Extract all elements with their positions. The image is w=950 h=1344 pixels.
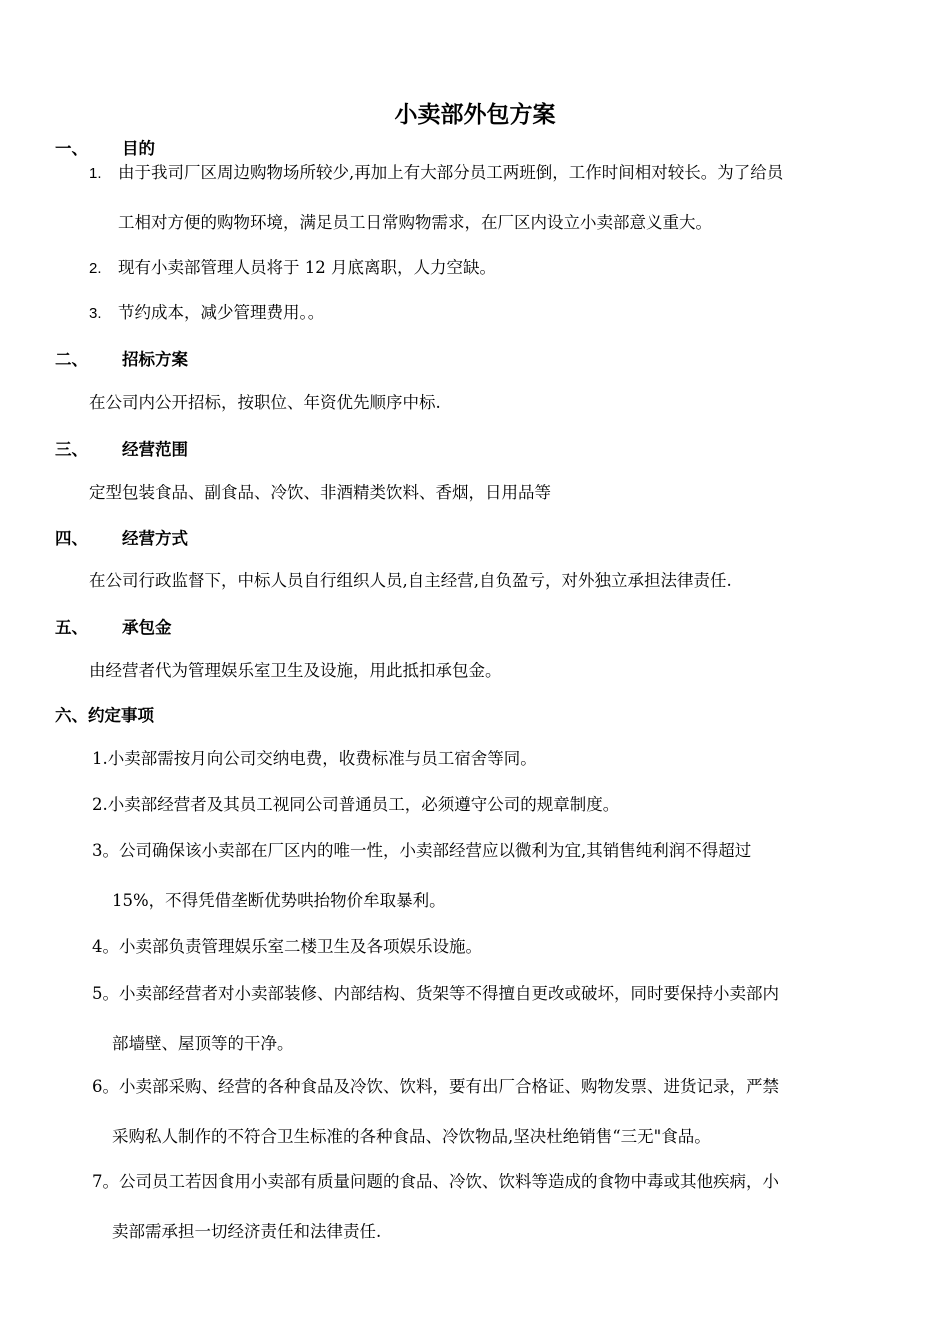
list-item xyxy=(89,302,324,325)
section-body: 定型包装食品、副食品、冷饮、非酒精类饮料、香烟，日用品等 xyxy=(89,483,551,502)
section-title: 承包金 xyxy=(122,618,172,637)
section-number: 四、 xyxy=(55,529,88,548)
section-number: 一、 xyxy=(55,139,88,158)
paragraph-line: 工相对方便的购物环境，满足员工日常购物需求，在厂区内设立小卖部意义重大。 xyxy=(118,213,712,232)
section-number: 五、 xyxy=(55,618,88,637)
list-number: 1. xyxy=(89,165,102,182)
section-number: 二、 xyxy=(55,350,88,369)
list-item: 2.小卖部经营者及其员工视同公司普通员工，必须遵守公司的规章制度。 xyxy=(92,795,620,814)
section-heading-5 xyxy=(55,617,172,639)
section-heading-4 xyxy=(55,528,188,550)
section-heading-3 xyxy=(55,439,188,461)
section-number: 三、 xyxy=(55,440,88,459)
list-number: 2. xyxy=(89,260,102,277)
paragraph-line: 卖部需承担一切经济责任和法律责任. xyxy=(112,1222,382,1241)
paragraph-line: 15%，不得凭借垄断优势哄抬物价牟取暴利。 xyxy=(112,891,446,910)
section-title: 招标方案 xyxy=(122,350,188,369)
paragraph-line: 节约成本，减少管理费用。。 xyxy=(118,303,325,322)
list-item xyxy=(89,257,496,280)
section-heading-2 xyxy=(55,349,188,371)
section-heading-1 xyxy=(55,138,155,160)
section-heading-6: 六、约定事项 xyxy=(55,706,154,725)
paragraph-line: 现有小卖部管理人员将于 12 月底离职，人力空缺。 xyxy=(118,258,496,277)
list-number: 3. xyxy=(89,305,102,322)
list-item: 3。公司确保该小卖部在厂区内的唯一性，小卖部经营应以微利为宜,其销售纯利润不得超过 xyxy=(92,841,752,860)
section-body: 在公司内公开招标，按职位、年资优先顺序中标. xyxy=(89,393,441,412)
section-body: 由经营者代为管理娱乐室卫生及设施，用此抵扣承包金。 xyxy=(89,661,502,680)
section-title: 目的 xyxy=(122,139,155,158)
section-body: 在公司行政监督下，中标人员自行组织人员,自主经营,自负盈亏，对外独立承担法律责任. xyxy=(89,571,732,590)
paragraph-line: 由于我司厂区周边购物场所较少,再加上有大部分员工两班倒，工作时间相对较长。为了给员 xyxy=(118,163,784,182)
paragraph-line: 部墙壁、屋顶等的干净。 xyxy=(112,1034,294,1053)
list-item xyxy=(89,162,783,185)
list-item: 6。小卖部采购、经营的各种食品及冷饮、饮料，要有出厂合格证、购物发票、进货记录，严禁 xyxy=(92,1077,779,1096)
list-item: 5。小卖部经营者对小卖部装修、内部结构、货架等不得擅自更改或破坏，同时要保持小卖部内 xyxy=(92,984,779,1003)
paragraph-line: 采购私人制作的不符合卫生标准的各种食品、冷饮物品,坚决杜绝销售“三无"食品。 xyxy=(112,1127,711,1146)
list-item: 4。小卖部负责管理娱乐室二楼卫生及各项娱乐设施。 xyxy=(92,937,482,956)
list-item: 7。公司员工若因食用小卖部有质量问题的食品、冷饮、饮料等造成的食物中毒或其他疾病，小 xyxy=(92,1172,779,1191)
section-title: 经营方式 xyxy=(122,529,188,548)
document-title: 小卖部外包方案 xyxy=(394,102,556,128)
section-title: 经营范围 xyxy=(122,440,188,459)
list-item: 1.小卖部需按月向公司交纳电费，收费标准与员工宿舍等同。 xyxy=(92,749,537,768)
